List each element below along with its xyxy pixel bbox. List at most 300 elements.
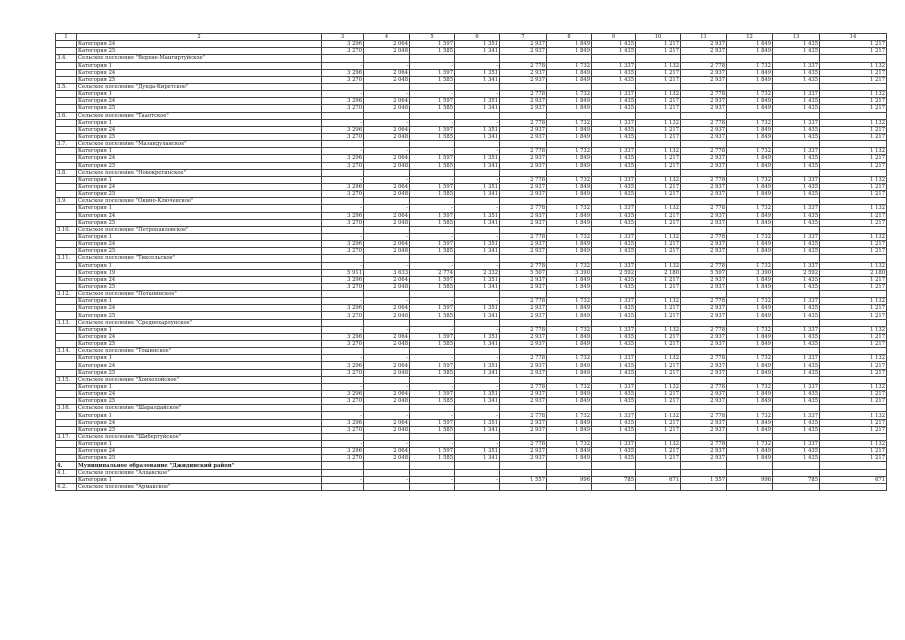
value-cell: 1 435 bbox=[773, 455, 820, 462]
empty-cell bbox=[322, 83, 364, 90]
value-cell: 3 270 bbox=[322, 312, 364, 319]
empty-cell bbox=[547, 483, 592, 490]
value-cell: 1 849 bbox=[547, 98, 592, 105]
value-cell: 2 937 bbox=[681, 41, 727, 48]
value-cell: 1 732 bbox=[547, 148, 592, 155]
value-cell: 1 849 bbox=[727, 191, 773, 198]
value-cell: 1 435 bbox=[773, 341, 820, 348]
value-cell: 1 132 bbox=[636, 262, 681, 269]
category-label: Категория 1 bbox=[77, 233, 322, 240]
value-cell: 1 585 bbox=[410, 248, 455, 255]
value-cell: 1 217 bbox=[636, 333, 681, 340]
empty-cell bbox=[364, 376, 410, 383]
empty-cell bbox=[773, 198, 820, 205]
empty-cell bbox=[500, 462, 547, 469]
value-cell: 1 337 bbox=[592, 148, 636, 155]
empty-cell bbox=[820, 198, 887, 205]
value-cell: 1 435 bbox=[773, 98, 820, 105]
value-cell: 2 048 bbox=[364, 312, 410, 319]
value-cell: 1 597 bbox=[410, 212, 455, 219]
empty-cell bbox=[727, 405, 773, 412]
empty-cell bbox=[681, 469, 727, 476]
empty-cell bbox=[322, 376, 364, 383]
empty-cell bbox=[681, 198, 727, 205]
empty-cell bbox=[455, 255, 500, 262]
value-cell: 2 064 bbox=[364, 333, 410, 340]
value-cell: 1 337 bbox=[592, 298, 636, 305]
category-label: Категория 24 bbox=[77, 212, 322, 219]
value-cell: 2 937 bbox=[500, 105, 547, 112]
value-cell: 5 507 bbox=[681, 269, 727, 276]
value-cell: 1 132 bbox=[820, 355, 887, 362]
empty-cell bbox=[727, 376, 773, 383]
municipality-header-row bbox=[56, 462, 887, 469]
empty-cell bbox=[410, 469, 455, 476]
value-cell: 1 435 bbox=[592, 419, 636, 426]
value-cell: 1 132 bbox=[636, 412, 681, 419]
table-row bbox=[56, 455, 887, 462]
value-cell: 1 597 bbox=[410, 41, 455, 48]
settlement-header-row bbox=[56, 319, 887, 326]
value-cell: 1 849 bbox=[727, 419, 773, 426]
value-cell: 1 351 bbox=[455, 419, 500, 426]
empty-cell bbox=[773, 483, 820, 490]
table-row bbox=[56, 241, 887, 248]
row-number-cell bbox=[56, 312, 77, 319]
value-cell: - bbox=[364, 119, 410, 126]
value-cell: 1 435 bbox=[773, 76, 820, 83]
row-number-cell bbox=[56, 298, 77, 305]
value-cell: - bbox=[364, 476, 410, 483]
settlement-header-row bbox=[56, 433, 887, 440]
value-cell: 2 937 bbox=[500, 419, 547, 426]
row-number-cell bbox=[56, 241, 77, 248]
value-cell: 1 217 bbox=[636, 426, 681, 433]
value-cell: 1 849 bbox=[727, 391, 773, 398]
value-cell: 2 064 bbox=[364, 155, 410, 162]
value-cell: 2 778 bbox=[681, 233, 727, 240]
empty-cell bbox=[636, 169, 681, 176]
empty-cell bbox=[636, 198, 681, 205]
value-cell: 1 217 bbox=[820, 212, 887, 219]
value-cell: 1 337 bbox=[592, 355, 636, 362]
empty-cell bbox=[592, 376, 636, 383]
value-cell: 1 849 bbox=[547, 333, 592, 340]
empty-cell bbox=[410, 112, 455, 119]
section-number: 4.2. bbox=[56, 483, 77, 490]
category-label: Категория 25 bbox=[77, 312, 322, 319]
empty-cell bbox=[636, 112, 681, 119]
category-label: Категория 1 bbox=[77, 326, 322, 333]
value-cell: - bbox=[322, 383, 364, 390]
settlement-header-row bbox=[56, 226, 887, 233]
settlement-header-row bbox=[56, 348, 887, 355]
empty-cell bbox=[364, 83, 410, 90]
value-cell: 2 048 bbox=[364, 248, 410, 255]
empty-cell bbox=[636, 319, 681, 326]
empty-cell bbox=[727, 433, 773, 440]
value-cell: 2 592 bbox=[592, 269, 636, 276]
value-cell: 1 435 bbox=[592, 183, 636, 190]
value-cell: - bbox=[410, 91, 455, 98]
value-cell: 2 937 bbox=[681, 398, 727, 405]
empty-cell bbox=[364, 433, 410, 440]
value-cell: 1 435 bbox=[592, 305, 636, 312]
value-cell: 3 390 bbox=[727, 269, 773, 276]
value-cell: 1 435 bbox=[773, 426, 820, 433]
empty-cell bbox=[592, 141, 636, 148]
value-cell: 1 597 bbox=[410, 362, 455, 369]
value-cell: 1 341 bbox=[455, 48, 500, 55]
empty-cell bbox=[547, 255, 592, 262]
value-cell: 1 849 bbox=[547, 241, 592, 248]
value-cell: 1 435 bbox=[592, 448, 636, 455]
row-number-cell bbox=[56, 119, 77, 126]
column-number-cell: 10 bbox=[636, 34, 681, 41]
value-cell: 2 937 bbox=[500, 426, 547, 433]
value-cell: 1 132 bbox=[820, 119, 887, 126]
value-cell: 2 937 bbox=[500, 276, 547, 283]
empty-cell bbox=[547, 112, 592, 119]
value-cell: 3 296 bbox=[322, 183, 364, 190]
category-label: Категория 1 bbox=[77, 205, 322, 212]
value-cell: 2 937 bbox=[681, 305, 727, 312]
empty-cell bbox=[727, 255, 773, 262]
value-cell: - bbox=[455, 91, 500, 98]
value-cell: 1 217 bbox=[820, 69, 887, 76]
section-title: Сельское поселение "Потанинское" bbox=[77, 291, 322, 298]
empty-cell bbox=[773, 291, 820, 298]
value-cell: 1 132 bbox=[820, 205, 887, 212]
value-cell: 1 435 bbox=[592, 391, 636, 398]
value-cell: - bbox=[455, 412, 500, 419]
value-cell: 1 849 bbox=[547, 276, 592, 283]
value-cell: 1 217 bbox=[820, 133, 887, 140]
row-number-cell bbox=[56, 183, 77, 190]
value-cell: - bbox=[410, 412, 455, 419]
value-cell: 2 778 bbox=[681, 91, 727, 98]
empty-cell bbox=[410, 462, 455, 469]
empty-cell bbox=[727, 112, 773, 119]
category-label: Категория 25 bbox=[77, 455, 322, 462]
empty-cell bbox=[547, 55, 592, 62]
row-number-cell bbox=[56, 105, 77, 112]
empty-cell bbox=[592, 469, 636, 476]
value-cell: 1 132 bbox=[636, 441, 681, 448]
value-cell: 2 778 bbox=[500, 298, 547, 305]
value-cell: 2 937 bbox=[500, 69, 547, 76]
empty-cell bbox=[681, 83, 727, 90]
category-label: Категория 24 bbox=[77, 305, 322, 312]
value-cell: 2 064 bbox=[364, 419, 410, 426]
value-cell: - bbox=[410, 176, 455, 183]
section-title: Сельское поселение "Мазандуланское" bbox=[77, 141, 322, 148]
value-cell: 2 937 bbox=[500, 391, 547, 398]
value-cell: 1 435 bbox=[592, 76, 636, 83]
value-cell: 1 217 bbox=[636, 126, 681, 133]
value-cell: 1 732 bbox=[727, 176, 773, 183]
value-cell: 1 849 bbox=[547, 419, 592, 426]
value-cell: 3 296 bbox=[322, 41, 364, 48]
settlement-header-row bbox=[56, 169, 887, 176]
value-cell: 1 849 bbox=[547, 369, 592, 376]
value-cell: 1 732 bbox=[727, 298, 773, 305]
settlement-header-row bbox=[56, 405, 887, 412]
value-cell: 1 217 bbox=[820, 283, 887, 290]
column-number-row bbox=[56, 34, 887, 41]
value-cell: 2 064 bbox=[364, 448, 410, 455]
value-cell: 1 585 bbox=[410, 191, 455, 198]
value-cell: - bbox=[322, 62, 364, 69]
row-number-cell bbox=[56, 162, 77, 169]
value-cell: - bbox=[410, 383, 455, 390]
value-cell: 1 849 bbox=[727, 212, 773, 219]
category-label: Категория 24 bbox=[77, 333, 322, 340]
value-cell: 2 778 bbox=[500, 176, 547, 183]
value-cell: 1 849 bbox=[547, 183, 592, 190]
empty-cell bbox=[773, 55, 820, 62]
table-row bbox=[56, 369, 887, 376]
value-cell: 1 217 bbox=[636, 241, 681, 248]
column-number-cell: 14 bbox=[820, 34, 887, 41]
value-cell: 1 849 bbox=[547, 426, 592, 433]
row-number-cell bbox=[56, 155, 77, 162]
value-cell: 2 937 bbox=[681, 155, 727, 162]
value-cell: 1 435 bbox=[592, 219, 636, 226]
value-cell: - bbox=[410, 62, 455, 69]
section-title: Сельское поселение "Новокретинское" bbox=[77, 169, 322, 176]
value-cell: 2 778 bbox=[500, 383, 547, 390]
value-cell: 2 937 bbox=[681, 419, 727, 426]
empty-cell bbox=[410, 55, 455, 62]
category-label: Категория 24 bbox=[77, 276, 322, 283]
value-cell: 1 217 bbox=[820, 162, 887, 169]
value-cell: 1 435 bbox=[592, 155, 636, 162]
value-cell: 2 937 bbox=[681, 248, 727, 255]
value-cell: 1 217 bbox=[636, 69, 681, 76]
row-number-cell bbox=[56, 476, 77, 483]
empty-cell bbox=[636, 348, 681, 355]
value-cell: 1 435 bbox=[592, 191, 636, 198]
row-number-cell bbox=[56, 98, 77, 105]
value-cell: 1 435 bbox=[592, 455, 636, 462]
value-cell: 1 732 bbox=[547, 326, 592, 333]
empty-cell bbox=[455, 198, 500, 205]
empty-cell bbox=[455, 483, 500, 490]
empty-cell bbox=[820, 255, 887, 262]
value-cell: 1 849 bbox=[727, 162, 773, 169]
value-cell: 2 937 bbox=[681, 76, 727, 83]
value-cell: 1 341 bbox=[455, 248, 500, 255]
value-cell: 1 217 bbox=[820, 126, 887, 133]
row-number-cell bbox=[56, 391, 77, 398]
empty-cell bbox=[547, 141, 592, 148]
value-cell: 2 937 bbox=[500, 41, 547, 48]
category-label: Категория 1 bbox=[77, 476, 322, 483]
section-number: 3.11. bbox=[56, 255, 77, 262]
value-cell: 1 217 bbox=[636, 248, 681, 255]
value-cell: 2 064 bbox=[364, 41, 410, 48]
value-cell: - bbox=[410, 441, 455, 448]
empty-cell bbox=[820, 483, 887, 490]
value-cell: 1 217 bbox=[636, 391, 681, 398]
value-cell: 1 337 bbox=[773, 91, 820, 98]
value-cell: 2 778 bbox=[681, 176, 727, 183]
value-cell: - bbox=[455, 298, 500, 305]
category-label: Категория 24 bbox=[77, 183, 322, 190]
empty-cell bbox=[681, 462, 727, 469]
value-cell: - bbox=[364, 233, 410, 240]
empty-cell bbox=[410, 433, 455, 440]
row-number-cell bbox=[56, 455, 77, 462]
empty-cell bbox=[410, 169, 455, 176]
empty-cell bbox=[681, 319, 727, 326]
value-cell: 1 217 bbox=[636, 341, 681, 348]
value-cell: 1 217 bbox=[820, 341, 887, 348]
empty-cell bbox=[547, 462, 592, 469]
value-cell: 1 351 bbox=[455, 155, 500, 162]
value-cell: 2 048 bbox=[364, 341, 410, 348]
empty-cell bbox=[410, 405, 455, 412]
column-number-cell: 8 bbox=[547, 34, 592, 41]
row-number-cell bbox=[56, 276, 77, 283]
empty-cell bbox=[727, 462, 773, 469]
section-number: 3.17. bbox=[56, 433, 77, 440]
value-cell: 1 217 bbox=[636, 212, 681, 219]
empty-cell bbox=[681, 255, 727, 262]
value-cell: 1 585 bbox=[410, 398, 455, 405]
category-label: Категория 24 bbox=[77, 362, 322, 369]
value-cell: 2 048 bbox=[364, 76, 410, 83]
value-cell: 1 132 bbox=[636, 233, 681, 240]
empty-cell bbox=[820, 55, 887, 62]
value-cell: 1 337 bbox=[773, 62, 820, 69]
empty-cell bbox=[773, 83, 820, 90]
row-number-cell bbox=[56, 48, 77, 55]
empty-cell bbox=[500, 255, 547, 262]
empty-cell bbox=[820, 462, 887, 469]
value-cell: 1 217 bbox=[820, 426, 887, 433]
value-cell: 2 937 bbox=[681, 333, 727, 340]
value-cell: 1 435 bbox=[592, 312, 636, 319]
empty-cell bbox=[322, 55, 364, 62]
value-cell: 1 351 bbox=[455, 212, 500, 219]
value-cell: 2 937 bbox=[500, 191, 547, 198]
value-cell: 1 351 bbox=[455, 241, 500, 248]
empty-cell bbox=[681, 483, 727, 490]
empty-cell bbox=[547, 469, 592, 476]
value-cell: 2 332 bbox=[455, 269, 500, 276]
value-cell: - bbox=[322, 148, 364, 155]
value-cell: 1 341 bbox=[455, 76, 500, 83]
empty-cell bbox=[592, 169, 636, 176]
value-cell: 1 849 bbox=[727, 426, 773, 433]
value-cell: 2 937 bbox=[500, 283, 547, 290]
value-cell: 1 435 bbox=[592, 69, 636, 76]
empty-cell bbox=[727, 55, 773, 62]
value-cell: 2 937 bbox=[681, 191, 727, 198]
value-cell: - bbox=[410, 326, 455, 333]
value-cell: 1 132 bbox=[636, 355, 681, 362]
row-number-cell bbox=[56, 191, 77, 198]
value-cell: 1 585 bbox=[410, 48, 455, 55]
value-cell: 3 270 bbox=[322, 341, 364, 348]
value-cell: 2 048 bbox=[364, 105, 410, 112]
value-cell: 1 585 bbox=[410, 162, 455, 169]
row-number-cell bbox=[56, 341, 77, 348]
empty-cell bbox=[547, 83, 592, 90]
value-cell: - bbox=[410, 476, 455, 483]
value-cell: 1 132 bbox=[820, 91, 887, 98]
empty-cell bbox=[547, 319, 592, 326]
settlement-header-row bbox=[56, 83, 887, 90]
value-cell: 1 732 bbox=[727, 62, 773, 69]
value-cell: 2 778 bbox=[681, 262, 727, 269]
empty-cell bbox=[681, 112, 727, 119]
value-cell: - bbox=[322, 441, 364, 448]
empty-cell bbox=[322, 433, 364, 440]
value-cell: 1 337 bbox=[592, 441, 636, 448]
table-row bbox=[56, 383, 887, 390]
value-cell: 1 337 bbox=[773, 176, 820, 183]
value-cell: 1 849 bbox=[727, 312, 773, 319]
value-cell: 1 435 bbox=[592, 212, 636, 219]
value-cell: 2 937 bbox=[500, 155, 547, 162]
value-cell: 1 435 bbox=[773, 448, 820, 455]
value-cell: 1 585 bbox=[410, 105, 455, 112]
section-number: 3.8. bbox=[56, 169, 77, 176]
value-cell: 1 337 bbox=[773, 383, 820, 390]
value-cell: 1 597 bbox=[410, 126, 455, 133]
category-label: Категория 1 bbox=[77, 383, 322, 390]
empty-cell bbox=[364, 469, 410, 476]
column-number-cell: 12 bbox=[727, 34, 773, 41]
value-cell: 2 778 bbox=[681, 205, 727, 212]
empty-cell bbox=[773, 348, 820, 355]
value-cell: 1 217 bbox=[820, 276, 887, 283]
category-label: Категория 1 bbox=[77, 355, 322, 362]
value-cell: 2 064 bbox=[364, 126, 410, 133]
empty-cell bbox=[636, 291, 681, 298]
value-cell: 2 937 bbox=[500, 448, 547, 455]
value-cell: 1 597 bbox=[410, 98, 455, 105]
value-cell: 1 351 bbox=[455, 126, 500, 133]
value-cell: 3 296 bbox=[322, 212, 364, 219]
value-cell: 1 732 bbox=[727, 355, 773, 362]
value-cell: 1 849 bbox=[727, 219, 773, 226]
value-cell: 1 435 bbox=[773, 155, 820, 162]
value-cell: 2 064 bbox=[364, 183, 410, 190]
empty-cell bbox=[455, 405, 500, 412]
empty-cell bbox=[592, 83, 636, 90]
row-number-cell bbox=[56, 205, 77, 212]
value-cell: 1 849 bbox=[727, 48, 773, 55]
row-number-cell bbox=[56, 426, 77, 433]
value-cell: 3 390 bbox=[547, 269, 592, 276]
empty-cell bbox=[455, 226, 500, 233]
value-cell: 2 048 bbox=[364, 455, 410, 462]
value-cell: 1 435 bbox=[592, 98, 636, 105]
value-cell: 1 132 bbox=[820, 262, 887, 269]
value-cell: 1 435 bbox=[773, 398, 820, 405]
value-cell: 2 778 bbox=[681, 383, 727, 390]
value-cell: 2 778 bbox=[500, 233, 547, 240]
empty-cell bbox=[322, 291, 364, 298]
value-cell: 3 270 bbox=[322, 248, 364, 255]
section-title: Сельское поселение "Тошинское" bbox=[77, 348, 322, 355]
empty-cell bbox=[500, 291, 547, 298]
empty-cell bbox=[322, 112, 364, 119]
